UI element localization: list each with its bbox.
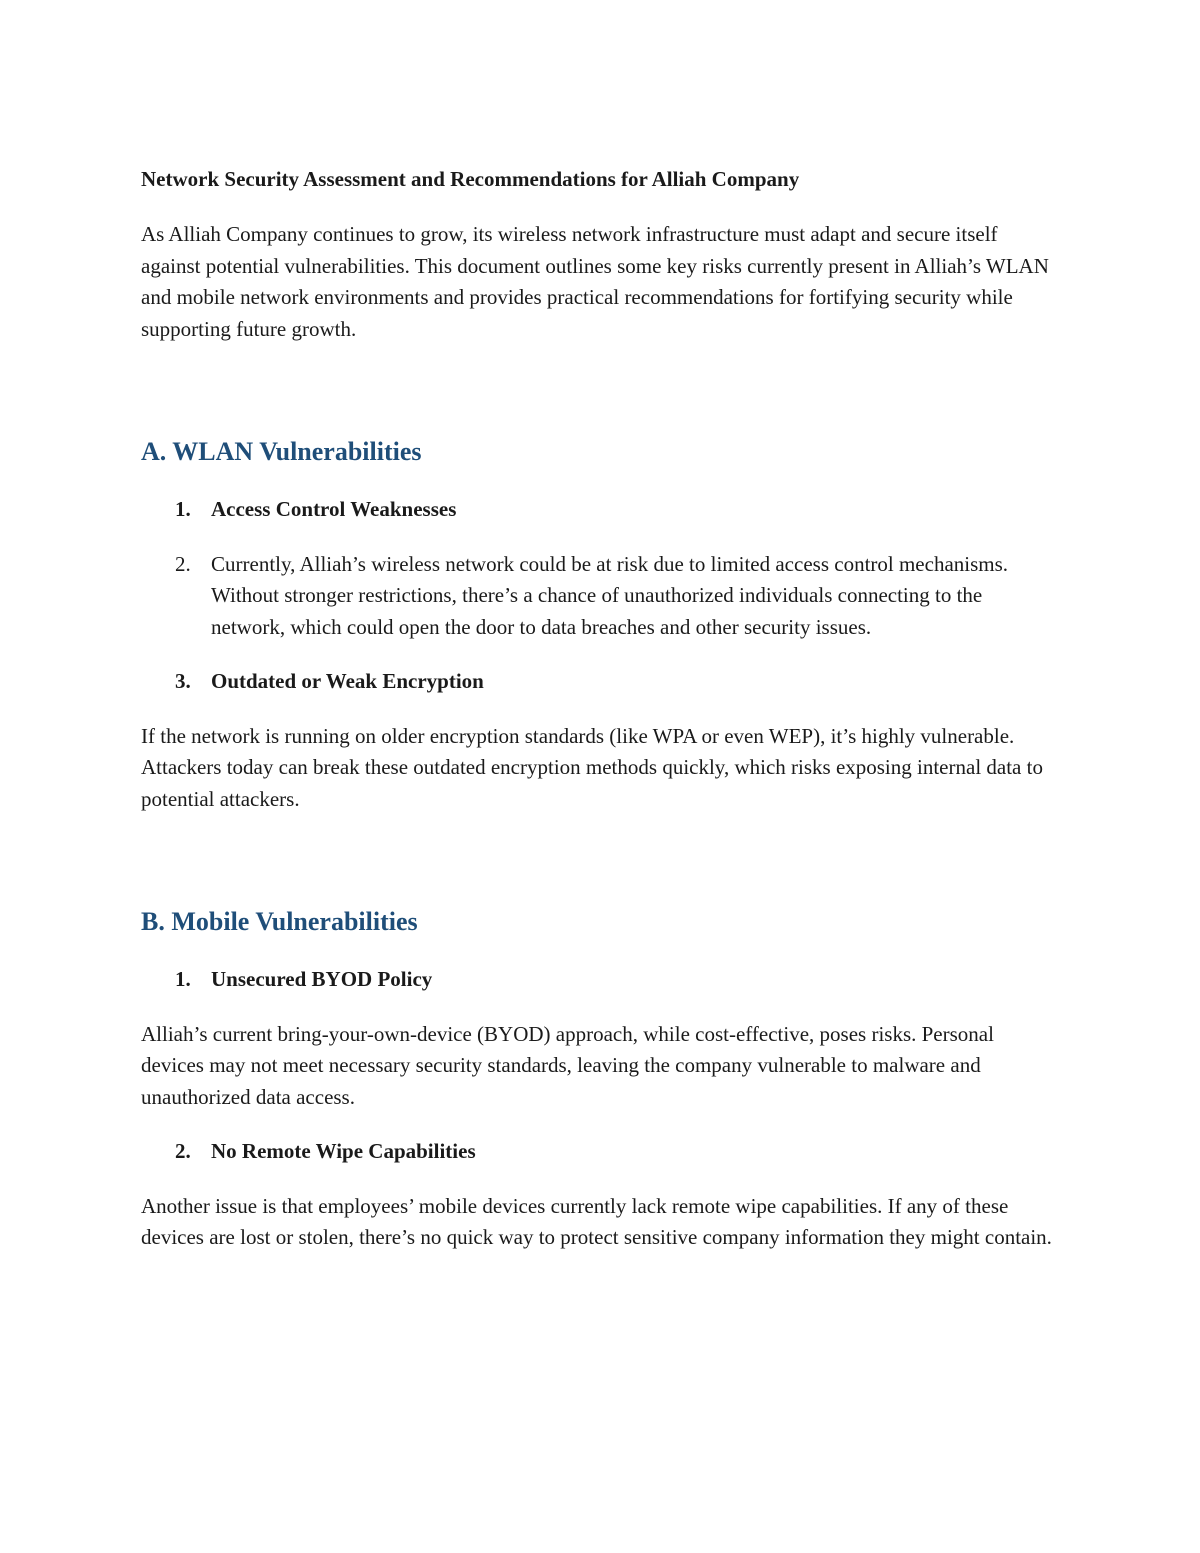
section-a-heading: A. WLAN Vulnerabilities bbox=[141, 437, 422, 466]
spacer bbox=[141, 698, 1061, 721]
document-page bbox=[141, 164, 1061, 1254]
spacer bbox=[141, 1168, 1061, 1191]
list-item-text: Unsecured BYOD Policy bbox=[211, 967, 433, 991]
spacer bbox=[141, 643, 1061, 666]
list-item bbox=[141, 494, 1061, 526]
list-item-text: Outdated or Weak Encryption bbox=[211, 669, 484, 693]
list-item bbox=[141, 549, 1061, 644]
list-item bbox=[141, 1136, 1061, 1168]
list-number: 3. bbox=[175, 669, 191, 693]
list-item bbox=[141, 666, 1061, 698]
document-title: Network Security Assessment and Recommendations for Alliah Company bbox=[141, 167, 800, 191]
spacer bbox=[141, 469, 1061, 494]
list-item-text: No Remote Wipe Capabilities bbox=[211, 1139, 476, 1163]
byod-paragraph: Alliah’s current bring-your-own-device (BYOD) approach, while cost-effective, poses risks. Personal devices may not meet necessary security standards, leaving the company vulnerable to malware and unauthorized data access. bbox=[141, 1021, 994, 1109]
list-number: 2. bbox=[175, 1139, 191, 1163]
encryption-paragraph: If the network is running on older encryption standards (like WPA or even WEP), it’s highly vulnerable. Attackers today can break these outdated encryption methods quickly, which risks exposing internal data to potential attackers. bbox=[141, 723, 1043, 811]
spacer bbox=[141, 1113, 1061, 1136]
spacer bbox=[141, 815, 1061, 905]
list-number: 1. bbox=[175, 497, 191, 521]
spacer bbox=[141, 996, 1061, 1019]
list-number: 1. bbox=[175, 967, 191, 991]
spacer bbox=[141, 939, 1061, 964]
list-item-text: Currently, Alliah’s wireless network could be at risk due to limited access control mechanisms. Without stronger restrictions, there’s a chance of unauthorized individuals connecting to the network, which could open the door to data breaches and other security issues. bbox=[211, 551, 1009, 639]
list-number: 2. bbox=[175, 551, 191, 576]
intro-paragraph: As Alliah Company continues to grow, its wireless network infrastructure must adapt and secure itself against potential vulnerabilities. This document outlines some key risks currently present in Alliah’s WLAN and mobile network environments and provides practical recommendations for fortifying security while supporting future growth. bbox=[141, 222, 1049, 341]
section-b-heading: B. Mobile Vulnerabilities bbox=[141, 907, 418, 936]
spacer bbox=[141, 526, 1061, 549]
spacer bbox=[141, 345, 1061, 435]
remote-wipe-paragraph: Another issue is that employees’ mobile devices currently lack remote wipe capabilities. If any of these devices are lost or stolen, there’s no quick way to protect sensitive company information they might contain. bbox=[141, 1193, 1052, 1249]
list-item bbox=[141, 964, 1061, 996]
list-item-text: Access Control Weaknesses bbox=[211, 497, 457, 521]
